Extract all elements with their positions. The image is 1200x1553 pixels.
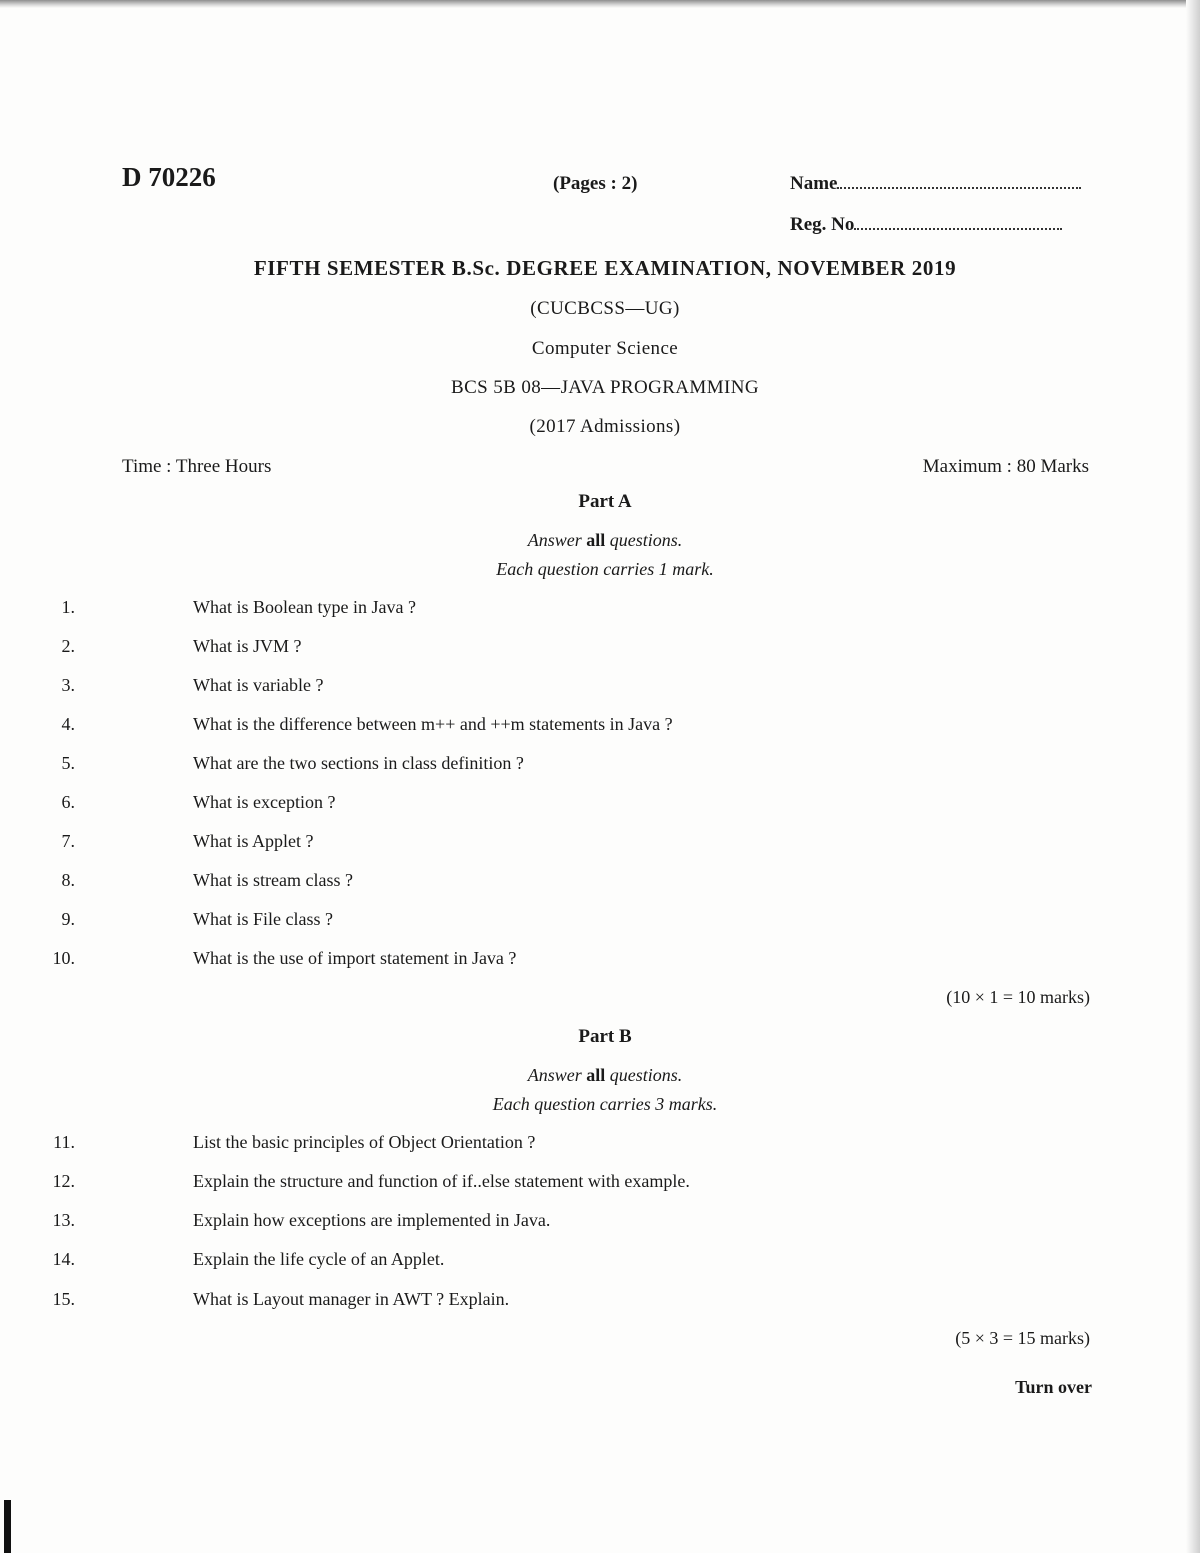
part-b-title: Part B [578, 1026, 632, 1047]
question-number: 1. [61, 597, 75, 617]
question-number: 15. [52, 1289, 75, 1309]
scan-mark [4, 1500, 11, 1553]
question-text: What is variable ? [193, 675, 324, 695]
question-number: 8. [61, 870, 75, 890]
scan-edge-top [0, 0, 1200, 8]
part-a-instruction [0, 530, 1200, 551]
question-text: Explain the life cycle of an Applet. [193, 1249, 445, 1269]
question-text: What is the use of import statement in Java ? [193, 948, 517, 968]
question-number: 10. [52, 948, 75, 968]
question-number: 6. [61, 792, 75, 812]
part-a-instruction-bold: all [586, 530, 606, 550]
part-a-instruction-post: questions. [609, 530, 683, 550]
turn-over-note: Turn over [1015, 1377, 1092, 1397]
reg-no-blank [854, 214, 1062, 230]
question-text: What is File class ? [193, 909, 333, 929]
part-b-instruction-bold: all [586, 1065, 606, 1085]
question-number: 2. [61, 636, 75, 656]
question-number: 5. [61, 753, 75, 773]
question-number: 13. [52, 1210, 75, 1230]
part-a-marks-note: Each question carries 1 mark. [496, 559, 714, 579]
question-text: What is Layout manager in AWT ? Explain. [193, 1289, 510, 1309]
name-field [790, 173, 1081, 195]
question-text: Explain how exceptions are implemented in Java. [193, 1210, 551, 1230]
name-label: Name [790, 173, 838, 194]
question-number: 9. [61, 909, 75, 929]
question-text: What is stream class ? [193, 870, 353, 890]
question-text: List the basic principles of Object Orientation ? [193, 1132, 536, 1152]
page-count: (Pages : 2) [553, 173, 638, 194]
part-b-marks-note: Each question carries 3 marks. [492, 1094, 718, 1114]
question-text: What is Boolean type in Java ? [193, 597, 416, 617]
question-number: 3. [61, 675, 75, 695]
reg-no-field [790, 214, 1062, 236]
course-title: BCS 5B 08—JAVA PROGRAMMING [451, 377, 759, 398]
reg-no-label: Reg. No [790, 214, 855, 235]
exam-subject: Computer Science [531, 338, 679, 359]
question-text: What is exception ? [193, 792, 336, 812]
question-number: 14. [52, 1249, 75, 1269]
question-number: 11. [53, 1132, 75, 1152]
question-text: What is the difference between m++ and ++m statements in Java ? [193, 714, 673, 734]
maximum-marks: Maximum : 80 Marks [922, 456, 1089, 477]
part-a-title: Part A [578, 491, 632, 512]
question-text: What is Applet ? [193, 831, 314, 851]
question-text: What is JVM ? [193, 636, 302, 656]
paper-code: D 70226 [122, 162, 216, 192]
exam-scheme: (CUCBCSS—UG) [530, 298, 680, 319]
part-b-instruction [0, 1065, 1200, 1086]
exam-duration: Time : Three Hours [122, 456, 272, 477]
question-number: 12. [52, 1171, 75, 1191]
part-b-instruction-post: questions. [609, 1065, 683, 1085]
question-number: 7. [61, 831, 75, 851]
scan-edge-right [1186, 0, 1200, 1553]
question-text: What are the two sections in class definition ? [193, 753, 524, 773]
part-a-instruction-pre: Answer [527, 530, 582, 550]
admissions-year: (2017 Admissions) [529, 416, 681, 437]
exam-title: FIFTH SEMESTER B.Sc. DEGREE EXAMINATION, NOVEMBER 2019 [253, 256, 957, 280]
question-text: Explain the structure and function of if..else statement with example. [193, 1171, 690, 1191]
name-blank [837, 173, 1081, 189]
part-a-marks-total: (10 × 1 = 10 marks) [946, 987, 1090, 1007]
part-b-instruction-pre: Answer [527, 1065, 582, 1085]
part-b-marks-total: (5 × 3 = 15 marks) [955, 1328, 1090, 1348]
question-number: 4. [61, 714, 75, 734]
